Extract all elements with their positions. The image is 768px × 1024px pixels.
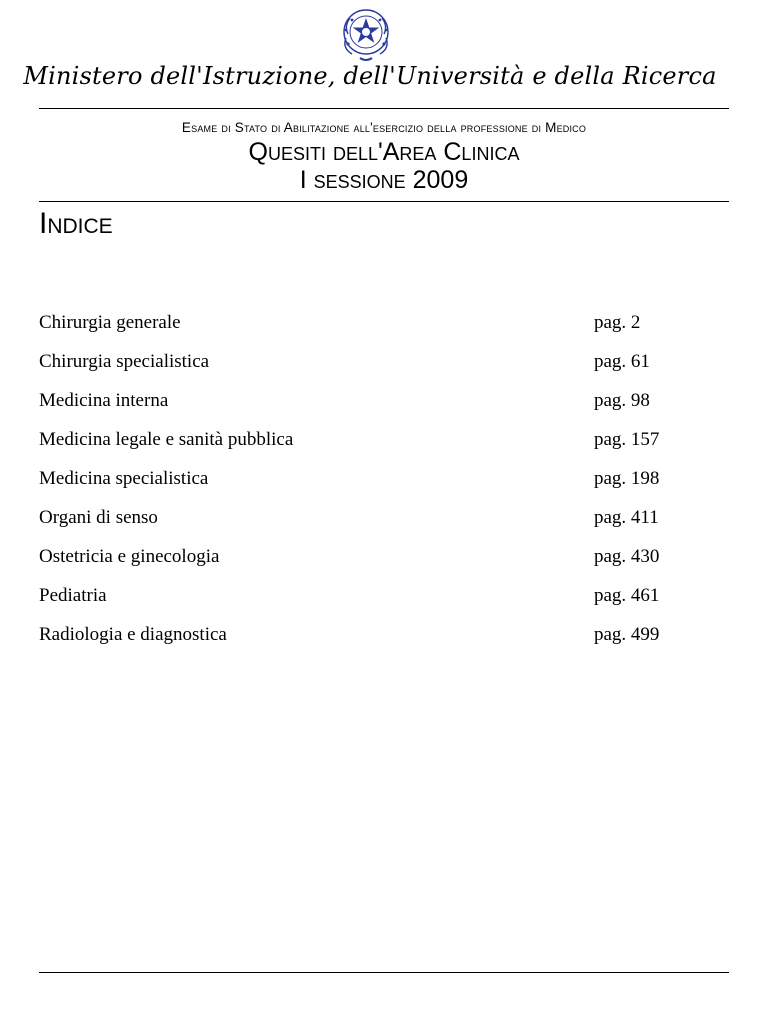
- toc-entry[interactable]: [39, 310, 729, 349]
- toc-entry-title: Chirurgia generale: [39, 312, 181, 333]
- toc-entry-title: Medicina legale e sanità pubblica: [39, 429, 294, 450]
- document-title: Quesiti dell'Area Clinica: [248, 138, 520, 166]
- header-divider: [39, 108, 729, 109]
- italian-republic-emblem-icon: [338, 4, 394, 64]
- toc-entry-page: pag. 461: [594, 585, 660, 606]
- toc-entry[interactable]: [39, 349, 729, 388]
- toc-entry-page: pag. 61: [594, 351, 650, 372]
- toc-entry-page: pag. 98: [594, 390, 650, 411]
- toc-entry-title: Pediatria: [39, 585, 107, 606]
- session-label: I sessione 2009: [299, 166, 469, 194]
- toc-entry[interactable]: [39, 544, 729, 583]
- toc-entry[interactable]: [39, 466, 729, 505]
- table-of-contents: [39, 310, 729, 661]
- toc-entry-page: pag. 198: [594, 468, 660, 489]
- toc-entry-page: pag. 2: [594, 312, 641, 333]
- title-divider: [39, 201, 729, 202]
- toc-entry[interactable]: [39, 427, 729, 466]
- toc-entry-page: pag. 499: [594, 624, 660, 645]
- footer-divider: [39, 972, 729, 973]
- toc-entry-title: Chirurgia specialistica: [39, 351, 210, 372]
- toc-entry[interactable]: [39, 583, 729, 622]
- toc-entry-title: Medicina interna: [39, 390, 169, 411]
- index-heading: Indice: [39, 207, 113, 240]
- toc-entry[interactable]: [39, 505, 729, 544]
- toc-entry-title: Ostetricia e ginecologia: [39, 546, 220, 567]
- toc-entry-page: pag. 157: [594, 429, 660, 450]
- toc-entry[interactable]: [39, 388, 729, 427]
- toc-entry-page: pag. 430: [594, 546, 660, 567]
- toc-entry-title: Radiologia e diagnostica: [39, 624, 227, 645]
- toc-entry[interactable]: [39, 622, 729, 661]
- toc-entry-title: Medicina specialistica: [39, 468, 209, 489]
- ministry-name: Ministero dell'Istruzione, dell'Università e della Ricerca: [23, 62, 717, 90]
- toc-entry-title: Organi di senso: [39, 507, 158, 528]
- toc-entry-page: pag. 411: [594, 507, 659, 528]
- exam-description: Esame di Stato di Abilitazione all'esercizio della professione di Medico: [181, 120, 587, 135]
